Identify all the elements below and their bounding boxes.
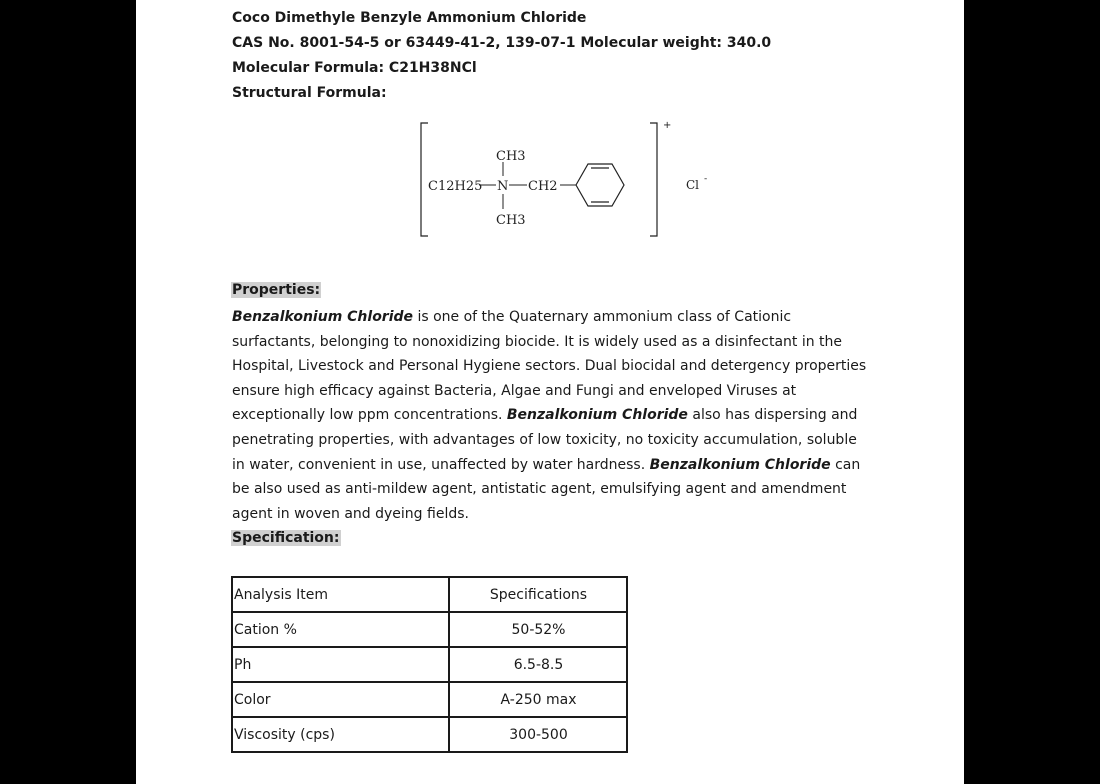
specification-heading: Specification: — [232, 530, 340, 546]
table-row — [232, 647, 627, 682]
nitrogen-atom: N — [497, 179, 509, 194]
column-header-analysis-item: Analysis Item — [232, 577, 449, 612]
table-row — [232, 682, 627, 717]
document-page — [136, 0, 964, 784]
product-name: Benzalkonium Chloride — [506, 407, 688, 424]
table-cell-item: Color — [232, 682, 449, 717]
table-cell-item: Cation % — [232, 612, 449, 647]
table-cell-spec: 6.5-8.5 — [449, 647, 627, 682]
table-cell-spec: A-250 max — [449, 682, 627, 717]
methyl-bottom: CH3 — [496, 213, 526, 228]
properties-paragraph — [232, 305, 872, 526]
methylene-group: CH2 — [528, 179, 558, 194]
table-cell-item: Viscosity (cps) — [232, 717, 449, 752]
properties-text-1: is one of the Quaternary ammonium class of Cationic surfactants, belonging to nonoxidizing biocide. It is widely used as a disinfectant in the Hospital, Livestock and Personal Hygiene sectors. Dual biocidal and detergency properties ensure high efficacy against Bacteria, Algae and Fungi and enveloped Viruses at exceptionally low ppm concentrations. — [232, 309, 867, 424]
table-cell-spec: 300-500 — [449, 717, 627, 752]
charge-plus: + — [663, 120, 672, 131]
table-header-row — [232, 577, 627, 612]
table-row — [232, 612, 627, 647]
left-bracket — [421, 123, 428, 236]
benzene-ring — [576, 164, 624, 206]
properties-text-2: also has dispersing and penetrating properties, with advantages of low toxicity, no toxicity accumulation, soluble in water, convenient in use, unaffected by water hardness. — [232, 407, 858, 473]
table-row — [232, 717, 627, 752]
doc-title: Coco Dimethyle Benzyle Ammonium Chloride — [232, 10, 587, 26]
table-cell-item: Ph — [232, 647, 449, 682]
cas-number: CAS No. 8001-54-5 or 63449-41-2, 139-07-1 Molecular weight: 340.0 — [232, 35, 772, 51]
product-name: Benzalkonium Chloride — [649, 456, 831, 473]
structural-formula-diagram — [406, 116, 716, 242]
methyl-top: CH3 — [496, 149, 526, 164]
properties-heading: Properties: — [232, 282, 321, 298]
charge-minus: - — [704, 174, 708, 184]
right-bracket — [650, 123, 657, 236]
specification-table — [231, 576, 628, 753]
structural-formula-label: Structural Formula: — [232, 85, 387, 101]
dodecyl-group: C12H25 — [428, 179, 483, 194]
chloride-ion: Cl — [686, 178, 700, 192]
properties-text-3: can be also used as anti-mildew agent, antistatic agent, emulsifying agent and amendment agent in woven and dyeing fields. — [232, 456, 861, 522]
table-cell-spec: 50-52% — [449, 612, 627, 647]
column-header-specifications: Specifications — [449, 577, 627, 612]
molecular-formula: Molecular Formula: C21H38NCl — [232, 60, 477, 76]
product-name: Benzalkonium Chloride — [232, 309, 414, 325]
